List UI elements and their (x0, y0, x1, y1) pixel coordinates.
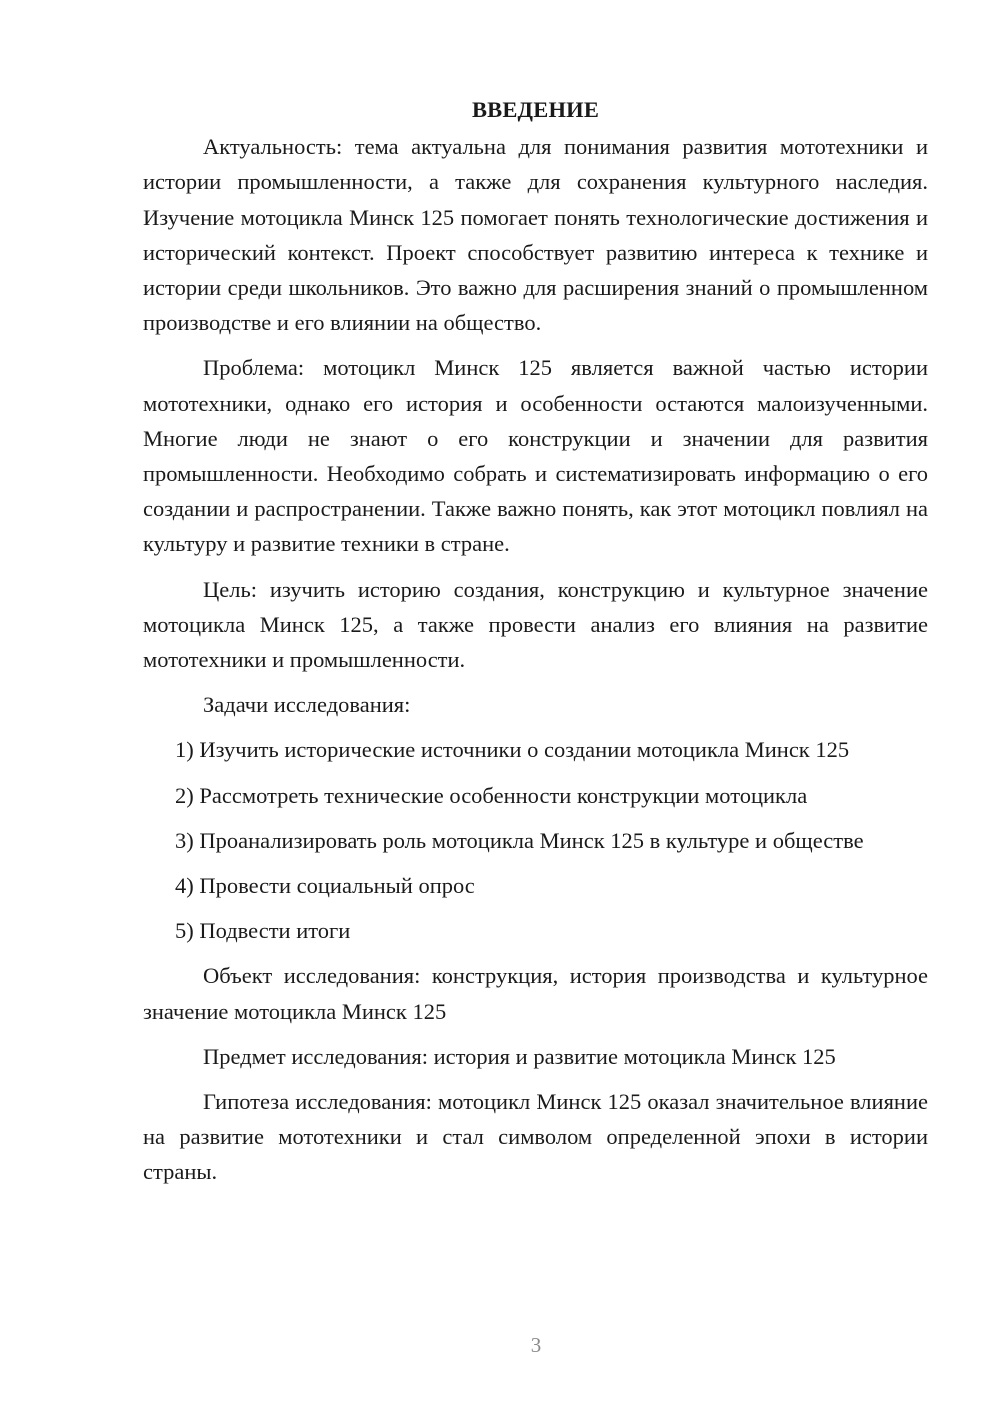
task-item-3: 3) Проанализировать роль мотоцикла Минск 125 в культуре и обществе (175, 827, 864, 853)
paragraph-object: Объект исследования: конструкция, история производства и культурное значение мотоцикла Минск 125 (143, 963, 928, 1024)
page-content (143, 92, 928, 1200)
task-item-1: 1) Изучить исторические источники о создании мотоцикла Минск 125 (175, 737, 850, 763)
paragraph-problem: Проблема: мотоцикл Минск 125 является важной частью истории мототехники, однако его история и особенности остаются малоизученными. Многие люди не знают о его конструкции и значении для развития промышленности. Необходимо собрать и систематизировать информацию о его создании и распространении. Также важно понять, как этот мотоцикл повлиял на культуру и развитие техники в стране. (143, 355, 928, 557)
paragraph-goal: Цель: изучить историю создания, конструкцию и культурное значение мотоцикла Минск 125, а также провести анализ его влияния на развитие мототехники и промышленности. (143, 576, 928, 673)
task-item-4: 4) Провести социальный опрос (175, 873, 475, 899)
paragraph-hypothesis: Гипотеза исследования: мотоцикл Минск 125 оказал значительное влияние на развитие мототехники и стал символом определенной эпохи в истории страны. (143, 1089, 928, 1185)
task-item-5: 5) Подвести итоги (175, 918, 351, 944)
task-item-2: 2) Рассмотреть технические особенности конструкции мотоцикла (175, 782, 808, 808)
paragraph-subject: Предмет исследования: история и развитие мотоцикла Минск 125 (203, 1043, 836, 1069)
page-title: ВВЕДЕНИЕ (471, 97, 600, 122)
paragraph-tasks-heading: Задачи исследования: (203, 692, 411, 718)
page-number: 3 (530, 1333, 542, 1357)
paragraph-relevance: Актуальность: тема актуальна для понимания развития мототехники и истории промышленности, а также для сохранения культурного наследия. Изучение мотоцикла Минск 125 помогает понять технологические достижения и исторический контекст. Проект способствует развитию интереса к технике и истории среди школьников. Это важно для расширения знаний о промышленном производстве и его влиянии на общество. (143, 134, 928, 336)
